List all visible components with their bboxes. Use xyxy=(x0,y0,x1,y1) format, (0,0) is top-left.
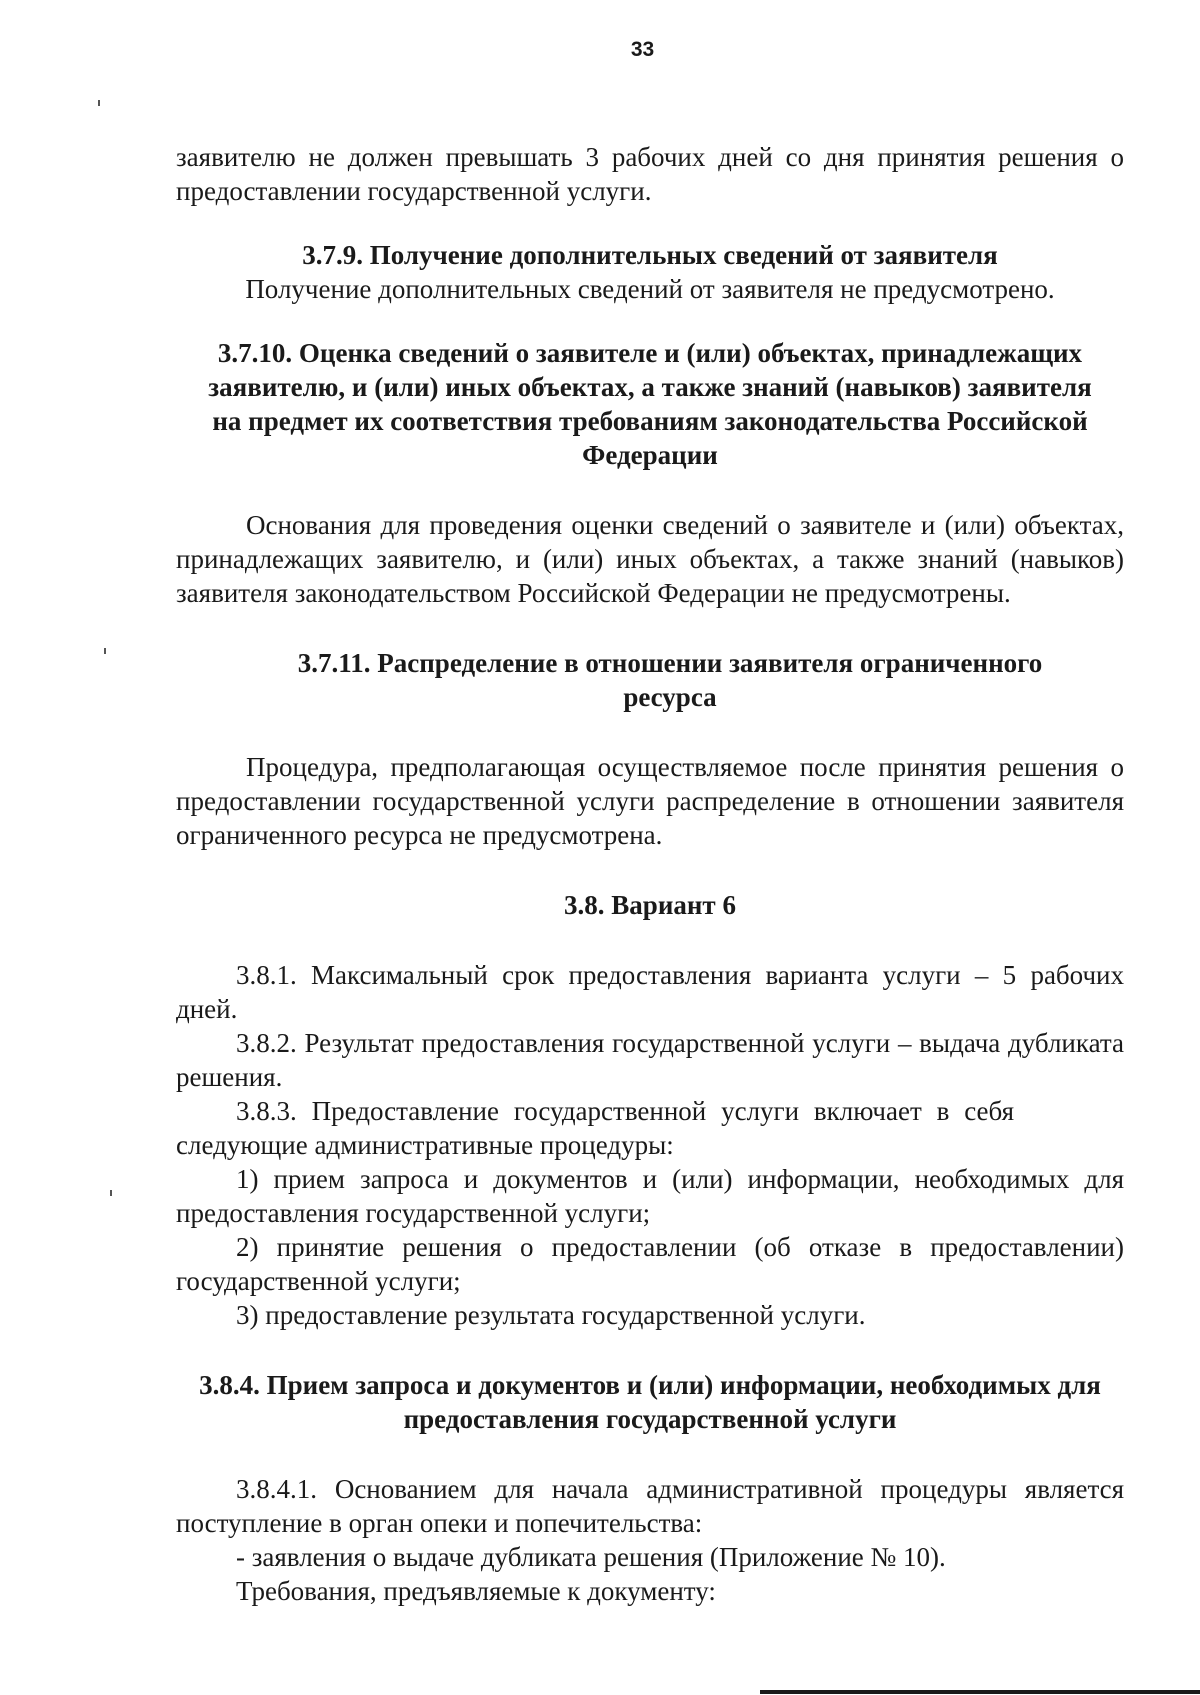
heading-3-7-9: 3.7.9. Получение дополнительных сведений от заявителя xyxy=(302,240,998,270)
paragraph-3-8-2: 3.8.2. Результат предоставления государственной услуги – выдача дубликата решения. xyxy=(176,1028,1124,1092)
scan-speck xyxy=(110,1190,112,1196)
scan-speck xyxy=(104,648,106,654)
paragraph-3-7-10: Основания для проведения оценки сведений о заявителе и (или) объектах, принадлежащих заявителю, и (или) иных объектах, а также знаний (навыков) заявителя законодательством Российской Федерации не предусмотрены. xyxy=(176,510,1124,608)
heading-3-8-4: 3.8.4. Прием запроса и документов и (или) информации, необходимых для предоставления государственной услуги xyxy=(199,1370,1101,1434)
paragraph-requirements: Требования, предъявляемые к документу: xyxy=(236,1576,716,1606)
paragraph-3-8-1: 3.8.1. Максимальный срок предоставления варианта услуги – 5 рабочих дней. xyxy=(176,960,1124,1024)
paragraph-dash-item: - заявления о выдаче дубликата решения (Приложение № 10). xyxy=(236,1542,946,1572)
paragraph-3-8-3: 3.8.3. Предоставление государственной услуги включает в себя следующие административные процедуры: xyxy=(176,1096,1014,1160)
paragraph-3-8-4-1: 3.8.4.1. Основанием для начала административной процедуры является поступление в орган опеки и попечительства: xyxy=(176,1474,1124,1538)
heading-3-8: 3.8. Вариант 6 xyxy=(564,890,736,920)
document-body xyxy=(176,140,1124,1608)
heading-3-7-10: 3.7.10. Оценка сведений о заявителе и (или) объектах, принадлежащих заявителю, и (или) иных объектах, а также знаний (навыков) заявителя на предмет их соответствия требованиям законодательства Российской Федерации xyxy=(208,338,1092,470)
procedure-list-item-1: 1) прием запроса и документов и (или) информации, необходимых для предоставления государственной услуги; xyxy=(176,1164,1124,1228)
intro-paragraph: заявителю не должен превышать 3 рабочих дней со дня принятия решения о предоставлении государственной услуги. xyxy=(176,142,1124,206)
procedure-list-item-3: 3) предоставление результата государственной услуги. xyxy=(236,1300,866,1330)
procedure-list-item-2: 2) принятие решения о предоставлении (об отказе в предоставлении) государственной услуги; xyxy=(176,1232,1124,1296)
paragraph-3-7-11: Процедура, предполагающая осуществляемое после принятия решения о предоставлении государственной услуги распределение в отношении заявителя ограниченного ресурса не предусмотрена. xyxy=(176,752,1124,850)
scan-speck xyxy=(98,100,100,106)
paragraph-3-7-9: Получение дополнительных сведений от заявителя не предусмотрено. xyxy=(245,274,1055,304)
heading-3-7-11: 3.7.11. Распределение в отношении заявителя ограниченного ресурса xyxy=(297,648,1043,712)
page-number: 33 xyxy=(630,38,655,61)
scan-edge-line xyxy=(760,1690,1200,1694)
